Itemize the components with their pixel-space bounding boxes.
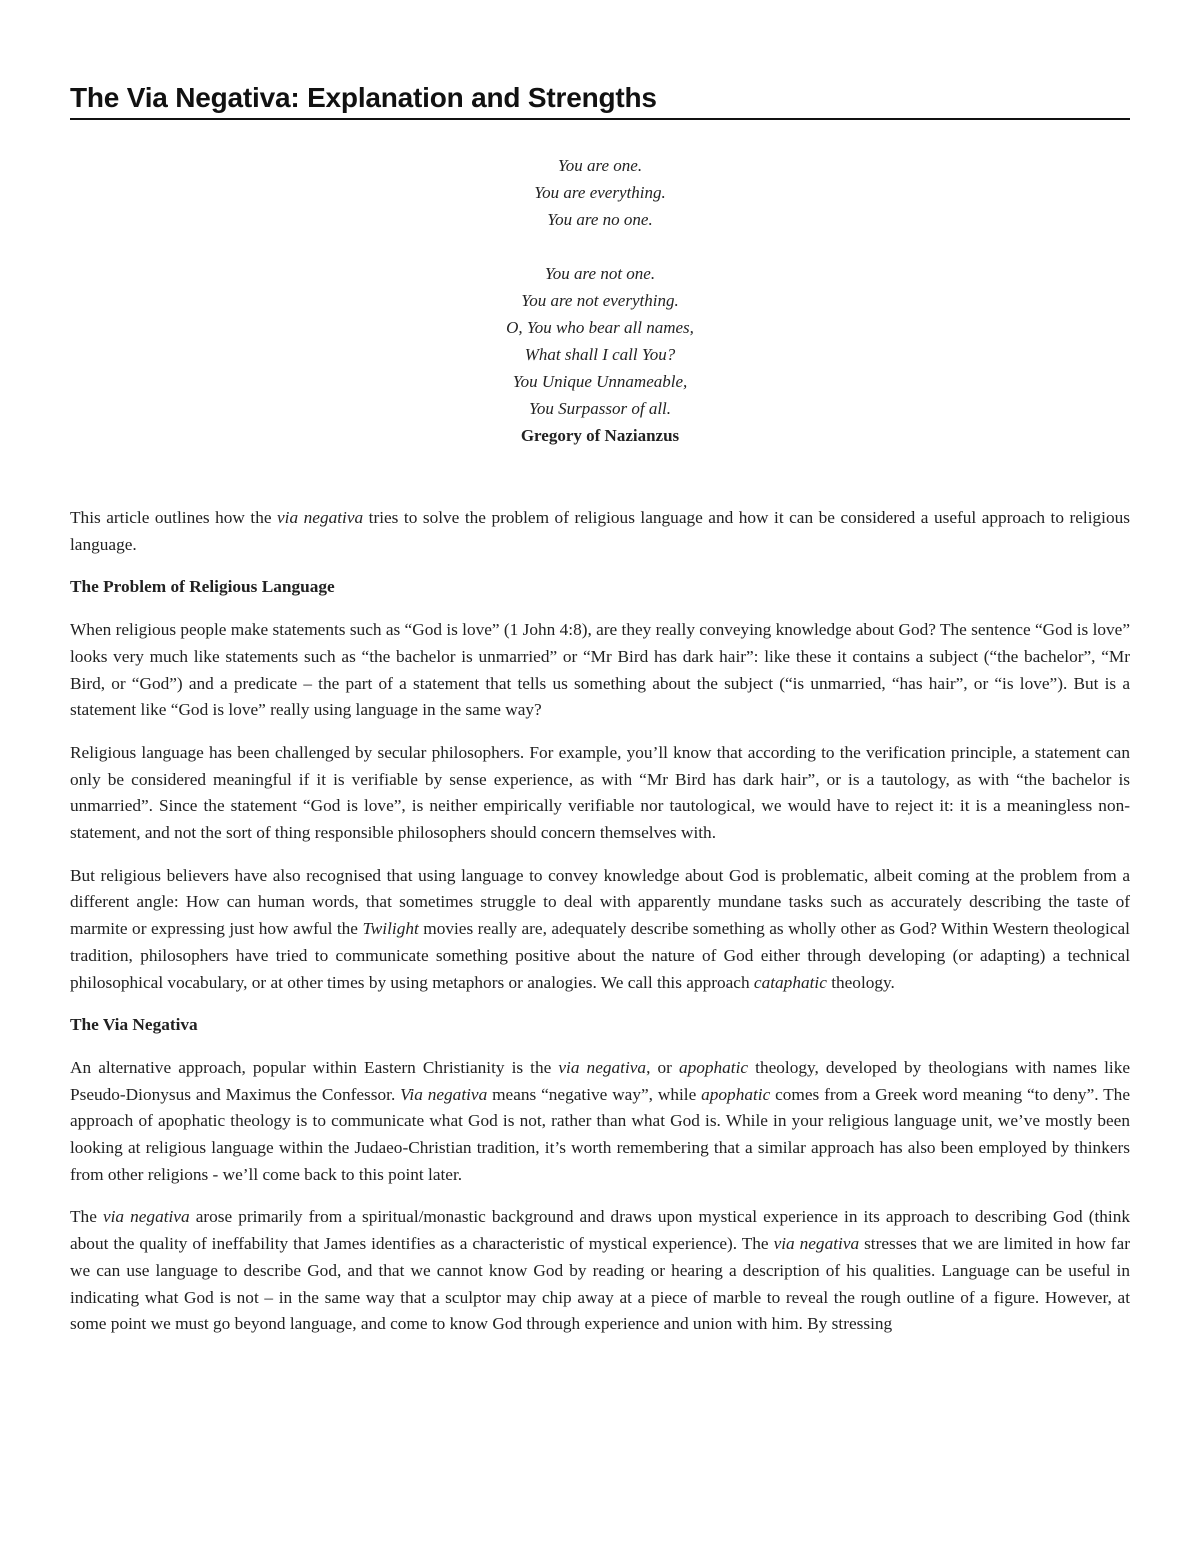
italic-term: cataphatic — [753, 972, 827, 992]
text-run: movies really are, adequately describe something as wholly other as God? Within Western theological tradition, philosophers have tried to communicate something positive about the nature of God either through developing (or adapting) a technical philosophical vocabulary, or at other times by using metaphors or analogies. We call this approach — [70, 919, 1130, 992]
text-run: arose primarily from a spiritual/monastic background and draws upon mystical experience in its approach to describing God (think about the quality of ineffability that James identifies as a characteristic of mystical experience). The — [70, 1207, 1130, 1254]
italic-term: Via negativa — [400, 1084, 488, 1104]
stanza-gap — [70, 233, 1130, 260]
epigraph-poem — [70, 152, 1130, 449]
text-run: Religious language has been challenged by secular philosophers. For example, you’ll know that according to the verification principle, a statement can only be considered meaningful if it is verifiable by sense experience, as with “Mr Bird has dark hair”, or is a tautology, as with “the bachelor is unmarried”. Since the statement “God is love”, is neither empirically verifiable nor tautological, we would have to reject it: it is a meaningless non-statement, and not the sort of thing responsible philosophers should concern themselves with. — [70, 742, 1130, 843]
text-run: means “negative way”, while — [487, 1084, 702, 1104]
text-run: stresses that we are limited in how far we can use language to describe God, and that we cannot know God by reading or hearing a description of his qualities. Language can be useful in indicating what God is not – in the same way that a sculptor may chip away at a piece of marble to reveal the rough outline of a figure. However, at some point we must go beyond language, and come to know God through experience and union with him. By stressing — [70, 1234, 1130, 1334]
epigraph-author: Gregory of Nazianzus — [520, 426, 680, 445]
document-title: The Via Negativa: Explanation and Strengths — [70, 82, 657, 113]
poem-line: What shall I call You? — [524, 345, 676, 364]
poem-line: You are no one. — [547, 210, 653, 229]
text-run: theology. — [826, 972, 895, 992]
italic-term: Twilight — [362, 919, 419, 939]
paragraph — [70, 863, 1130, 997]
text-run: But religious believers have also recognised that using language to convey knowledge about God is problematic, albeit coming at the problem from a different angle: How can human words, that sometimes struggle to deal with apparently mundane tasks such as accurately describing the taste of marmite or expressing just how awful the — [70, 865, 1130, 939]
article-body — [70, 505, 1130, 1354]
text-run: This article outlines how the — [70, 508, 278, 527]
italic-term: via negativa — [277, 508, 364, 527]
paragraph — [70, 617, 1130, 724]
paragraph — [70, 740, 1130, 847]
italic-term: apophatic — [678, 1057, 749, 1077]
text-run: The Via Negativa — [70, 1015, 198, 1035]
text-run: The Problem of Religious Language — [70, 577, 335, 597]
section-heading — [70, 1012, 1130, 1039]
italic-term: via negativa — [773, 1234, 860, 1254]
italic-term: via negativa — [558, 1057, 647, 1077]
italic-term: apophatic — [701, 1084, 771, 1104]
poem-line: O, You who bear all names, — [506, 318, 694, 337]
poem-line: You are one. — [557, 156, 643, 175]
text-run: An alternative approach, popular within Eastern Christianity is the — [70, 1057, 559, 1077]
text-run: theology, developed by theologians with names like Pseudo-Dionysus and Maximus the Confessor. — [70, 1057, 1131, 1104]
section-heading — [70, 574, 1130, 601]
text-run: When religious people make statements such as “God is love” (1 John 4:8), are they really conveying knowledge about God? The sentence “God is love” looks very much like statements such as “the bachelor is unmarried” or “Mr Bird has dark hair”: like these it contains a subject (“the bachelor”, “Mr Bird, or “God”) and a predicate – the part of a statement that tells us something about the subject (“is unmarried, “has hair”, or “is love”). But is a statement like “God is love” really using language in the same way? — [70, 620, 1130, 720]
italic-term: via negativa — [102, 1207, 190, 1227]
paragraph — [70, 1204, 1130, 1338]
text-run: comes from a Greek word meaning “to deny”. The approach of apophatic theology is to communicate what God is not, rather than what God is. While in your religious language unit, we’ve mostly been looking at religious language within the Judaeo-Christian tradition, it’s worth remembering that a similar approach has also been employed by thinkers from other religions - we’ll come back to this point later. — [70, 1084, 1130, 1184]
poem-line: You Unique Unnameable, — [512, 372, 688, 391]
poem-line: You Surpassor of all. — [528, 399, 672, 418]
text-run: tries to solve the problem of religious language and how it can be considered a useful approach to religious language. — [70, 508, 1130, 554]
poem-line: You are not one. — [544, 264, 656, 283]
text-run: , or — [646, 1057, 679, 1077]
title-underline-divider — [70, 118, 1130, 120]
poem-line: You are not everything. — [521, 291, 679, 310]
poem-line: You are everything. — [534, 183, 666, 202]
poem-lines — [70, 152, 1130, 422]
text-run: The — [70, 1207, 103, 1227]
paragraph — [70, 1055, 1130, 1189]
paragraph — [70, 505, 1130, 558]
